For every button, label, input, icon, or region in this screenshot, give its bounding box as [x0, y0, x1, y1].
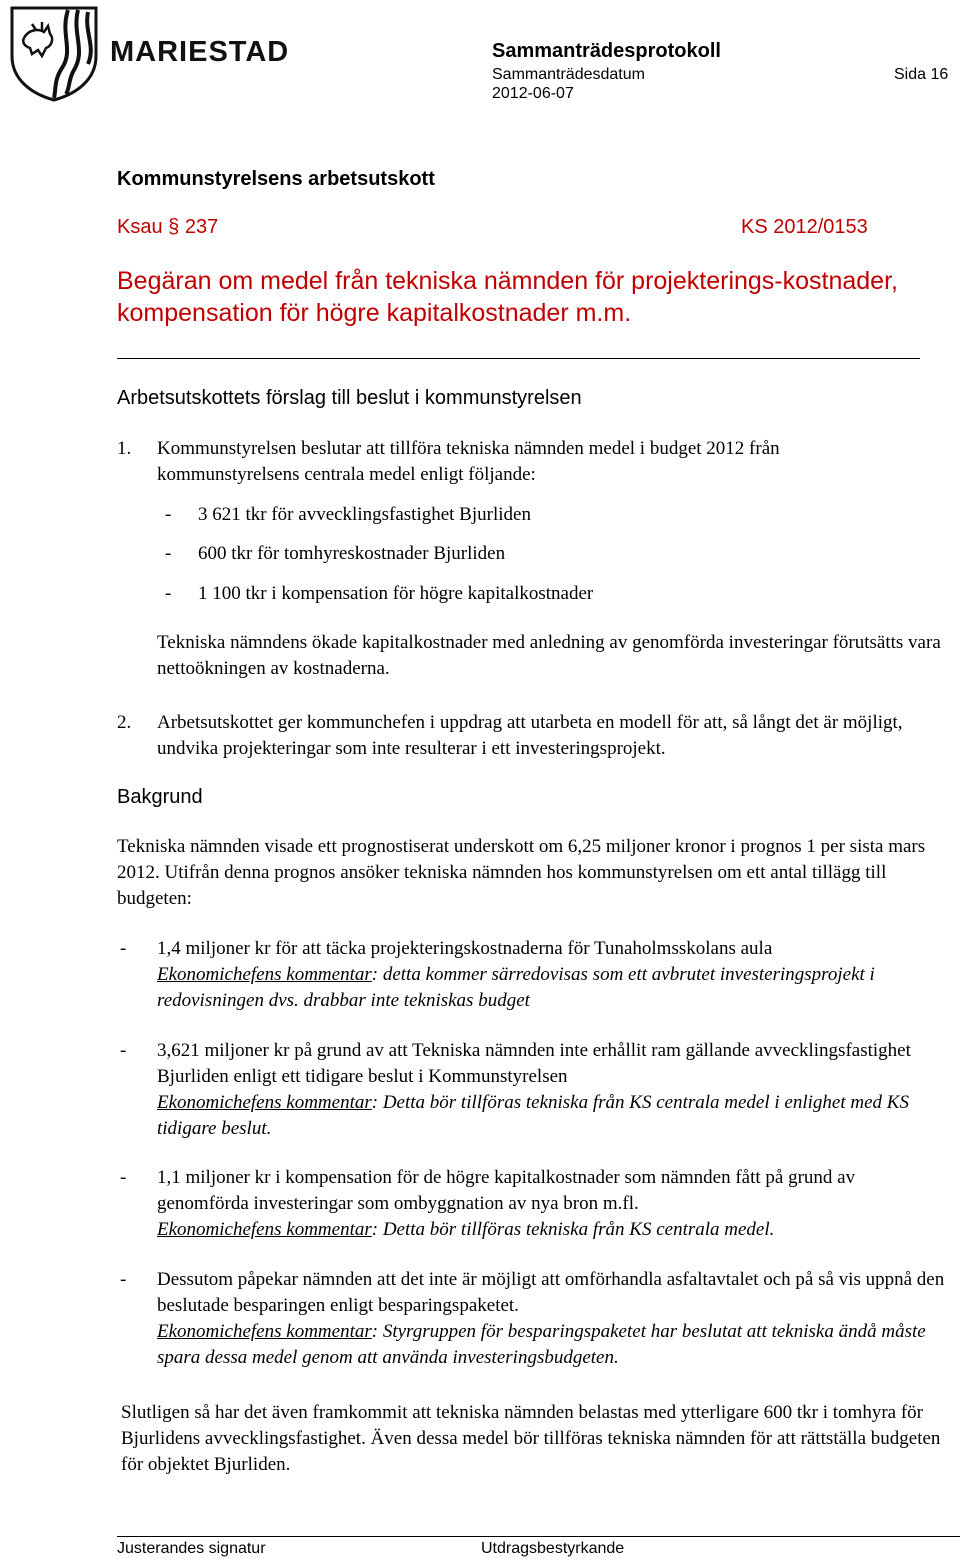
- allocation-line: 3 621 tkr för avvecklingsfastighet Bjurliden: [198, 504, 531, 525]
- comment: [157, 1219, 774, 1240]
- list-item: [157, 1038, 949, 1142]
- background-intro: Tekniska nämnden visade ett prognostiserat underskott om 6,25 miljoner kronor i prognos 1 per sista mars 2012. Utifrån denna prognos ansöker tekniska nämnden hos kommunstyrelsen om ett antal tillägg till budgeten:: [117, 836, 926, 909]
- bullet-dash: -: [165, 583, 172, 604]
- comment-text: : detta kommer särredovisas som ett avbrutet investeringsprojekt i redovisningen dvs. drabbar inte tekniskas budget: [157, 964, 875, 1011]
- subject-title-text: Begäran om medel från tekniska nämnden för projekterings-kostnader, kompensation för högre kapitalkostnader m.m.: [117, 267, 898, 327]
- decision-item-text: Arbetsutskottet ger kommunchefen i uppdrag att utarbeta en modell för att, så långt det är möjligt, undvika projekteringar som inte resulterar i ett investeringsprojekt.: [157, 712, 903, 759]
- item-number: 2.: [117, 712, 132, 733]
- paragraph-id: Ksau § 237: [117, 216, 219, 238]
- list-item-text: 1,1 miljoner kr i kompensation för de högre kapitalkostnader som nämnden fått på grund av genomförda investeringar som ombyggnation av nya bron m.fl.: [157, 1167, 856, 1214]
- list-item-text: 3,621 miljoner kr på grund av att Tekniska nämnden inte erhållit ram gällande avvecklingsfastighet Bjurliden enligt ett tidigare beslut i Kommunstyrelsen: [157, 1040, 911, 1087]
- comment: [157, 964, 875, 1011]
- decision-note: Tekniska nämndens ökade kapitalkostnader med anledning av genomförda investeringar förutsätts vara nettoökningen av kostnaderna.: [157, 632, 941, 679]
- list-dash: -: [120, 1269, 127, 1290]
- comment: [157, 1321, 926, 1368]
- list-dash: -: [120, 1167, 127, 1188]
- extract-certification-label: Utdragsbestyrkande: [481, 1540, 625, 1557]
- meeting-date-label: Sammanträdesdatum: [492, 66, 645, 83]
- comment-label: Ekonomichefens kommentar: [157, 1219, 372, 1240]
- document-title: Sammanträdesprotokoll: [492, 40, 721, 62]
- background-heading: Bakgrund: [117, 786, 203, 808]
- allocation-line: 600 tkr för tomhyreskostnader Bjurliden: [198, 543, 506, 564]
- signature-label: Justerandes signatur: [117, 1540, 266, 1557]
- comment-text: : Detta bör tillföras tekniska från KS centrala medel i enlighet med KS tidigare beslut.: [157, 1092, 909, 1139]
- closing-paragraph: Slutligen så har det även framkommit att tekniska nämnden belastas med ytterligare 600 tkr i tomhyra för Bjurlidens avvecklingsfastighet. Även dessa medel bör tillföras tekniska nämnden för att rättställa budgeten för objektet Bjurliden.: [121, 1402, 941, 1475]
- meeting-date-value: 2012-06-07: [492, 85, 574, 102]
- comment-label: Ekonomichefens kommentar: [157, 1321, 372, 1342]
- bullet-dash: -: [165, 543, 172, 564]
- proposal-heading: Arbetsutskottets förslag till beslut i kommunstyrelsen: [117, 387, 582, 409]
- footer-divider: [117, 1536, 960, 1537]
- item-number: 1.: [117, 438, 132, 459]
- list-item-text: 1,4 miljoner kr för att täcka projekteringskostnaderna för Tunaholmsskolans aula: [157, 938, 773, 959]
- comment-label: Ekonomichefens kommentar: [157, 964, 372, 985]
- list-item-text: Dessutom påpekar nämnden att det inte är möjligt att omförhandla asfaltavtalet och på så vis uppnå den beslutade besparingen enligt besparingspaketet.: [157, 1269, 945, 1316]
- comment: [157, 1092, 909, 1139]
- municipality-logo: [8, 4, 100, 102]
- brand-name: MARIESTAD: [110, 36, 290, 68]
- committee-heading: Kommunstyrelsens arbetsutskott: [117, 168, 435, 190]
- case-number: KS 2012/0153: [741, 216, 868, 238]
- list-item: [157, 1165, 949, 1243]
- page-number: Sida 16: [894, 66, 949, 83]
- comment-label: Ekonomichefens kommentar: [157, 1092, 372, 1113]
- list-item: [157, 1267, 949, 1371]
- decision-item-text: Kommunstyrelsen beslutar att tillföra tekniska nämnden medel i budget 2012 från kommunstyrelsens centrala medel enligt följande:: [157, 438, 780, 485]
- title-divider: [117, 358, 920, 359]
- comment-text: : Detta bör tillföras tekniska från KS centrala medel.: [371, 1219, 775, 1240]
- list-dash: -: [120, 1040, 127, 1061]
- list-dash: -: [120, 938, 127, 959]
- comment-text: : Styrgruppen för besparingspaketet har beslutat att tekniska ändå måste spara dessa medel genom att använda investeringsbudgeten.: [157, 1321, 926, 1368]
- list-item: [157, 936, 949, 1014]
- subject-title: [117, 265, 937, 329]
- bullet-dash: -: [165, 504, 172, 525]
- allocation-line: 1 100 tkr i kompensation för högre kapitalkostnader: [198, 583, 594, 604]
